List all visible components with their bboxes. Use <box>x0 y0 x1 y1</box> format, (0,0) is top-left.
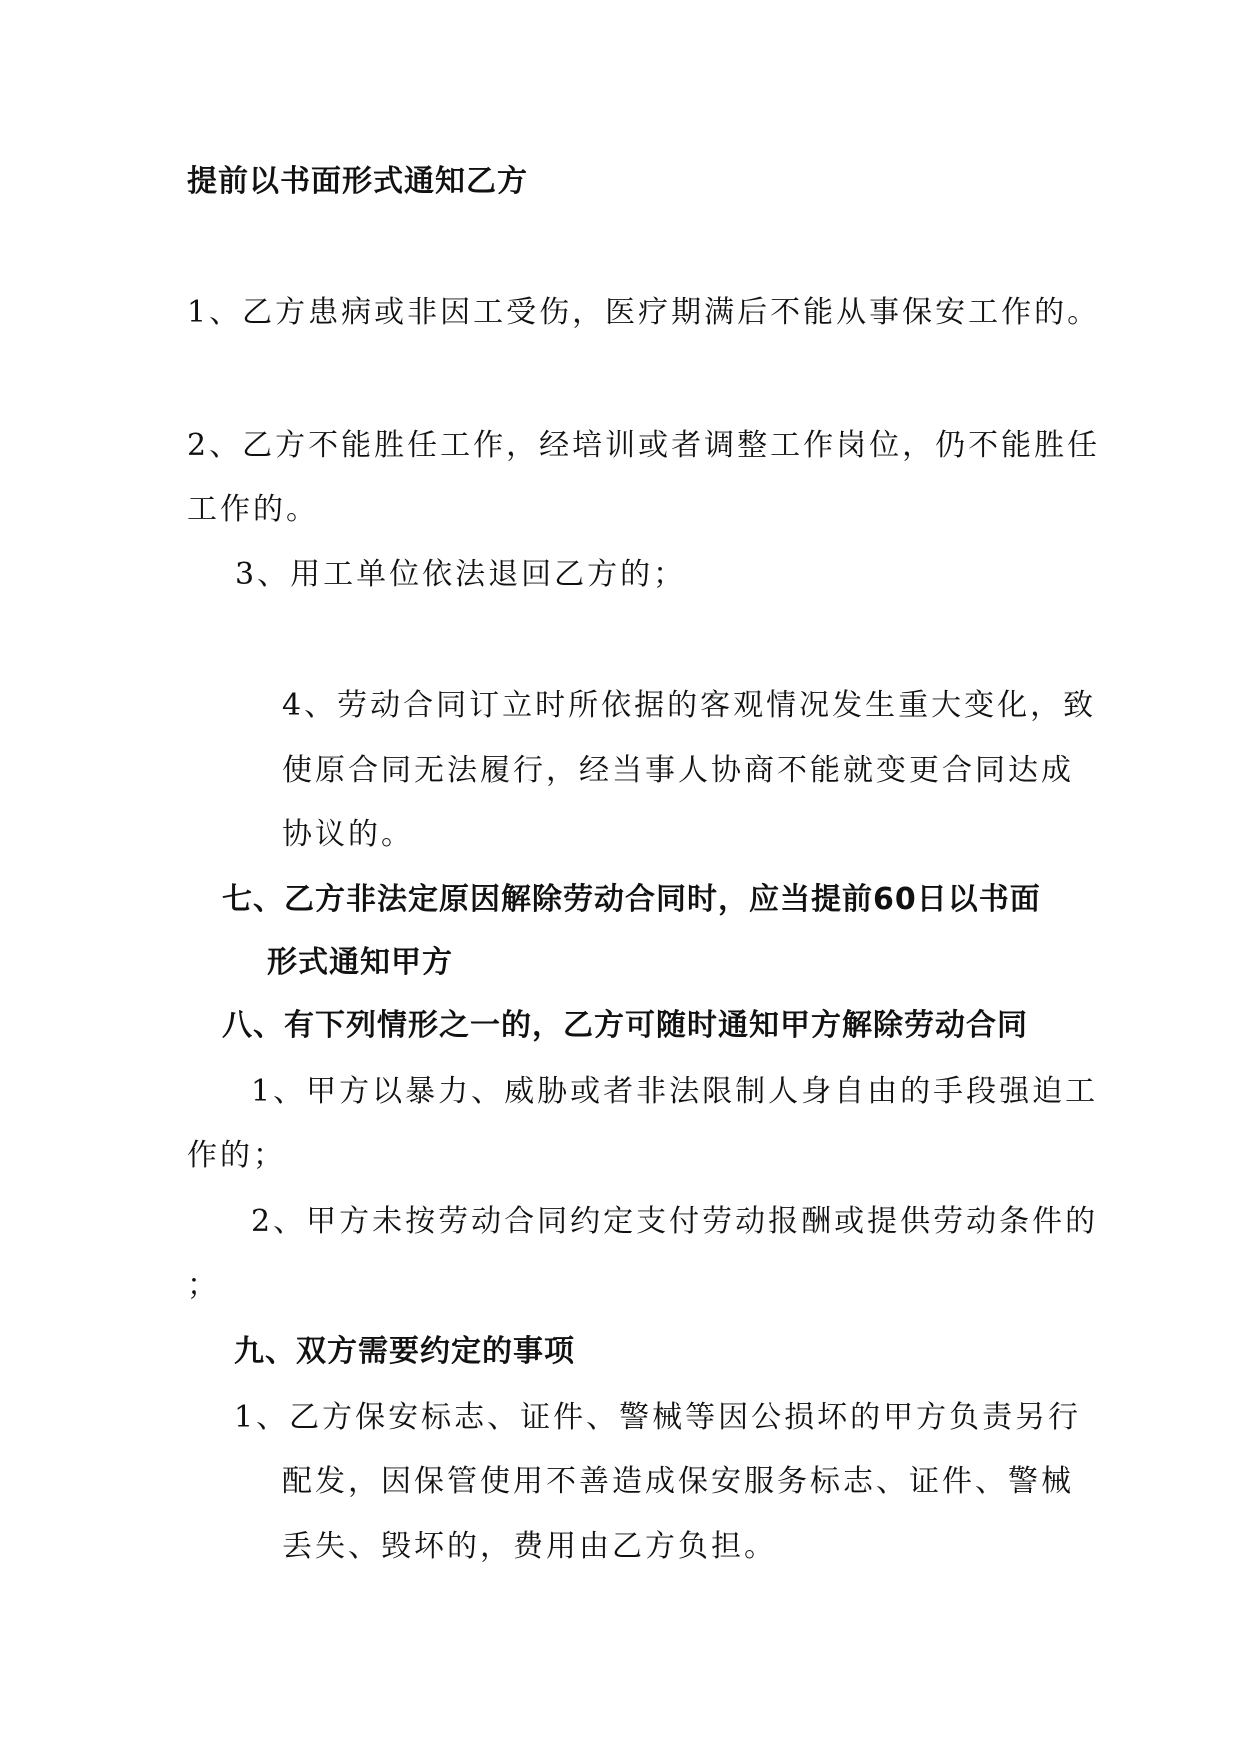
item-4-line-1: 4、劳动合同订立时所依据的客观情况发生重大变化，致 <box>282 688 1097 723</box>
item-3-text: 3、用工单位依法退回乙方的； <box>235 557 687 592</box>
item-4-line-2: 使原合同无法履行，经当事人协商不能就变更合同达成 <box>282 753 1074 788</box>
s9-item-1-line-3: 丢失、毁坏的，费用由乙方负担。 <box>282 1529 777 1564</box>
s8-item-2-line-2: ； <box>187 1268 220 1303</box>
section-9-title: 九、双方需要约定的事项 <box>234 1334 575 1369</box>
s9-item-1-line-2: 配发，因保管使用不善造成保安服务标志、证件、警械 <box>282 1464 1074 1499</box>
item-2-line-2: 工作的。 <box>187 492 319 527</box>
s8-item-1-line-1: 1、甲方以暴力、威胁或者非法限制人身自由的手段强迫工 <box>251 1074 1099 1109</box>
s8-item-2-line-1: 2、甲方未按劳动合同约定支付劳动报酬或提供劳动条件的 <box>251 1204 1099 1239</box>
section-7-line-2: 形式通知甲方 <box>267 945 453 980</box>
item-2-line-1: 2、乙方不能胜任工作，经培训或者调整工作岗位，仍不能胜任 <box>187 428 1101 463</box>
section-7-line-1: 七、乙方非法定原因解除劳动合同时，应当提前60日以书面 <box>222 882 1041 917</box>
s9-item-1-line-1: 1、乙方保安标志、证件、警械等因公损坏的甲方负责另行 <box>234 1400 1082 1435</box>
s8-item-1-line-2: 作的； <box>187 1138 286 1173</box>
item-1-text: 1、乙方患病或非因工受伤，医疗期满后不能从事保安工作的。 <box>187 295 1101 330</box>
item-4-line-3: 协议的。 <box>282 817 414 852</box>
heading-continuation: 提前以书面形式通知乙方 <box>187 164 528 199</box>
section-8-title: 八、有下列情形之一的，乙方可随时通知甲方解除劳动合同 <box>222 1008 1028 1043</box>
